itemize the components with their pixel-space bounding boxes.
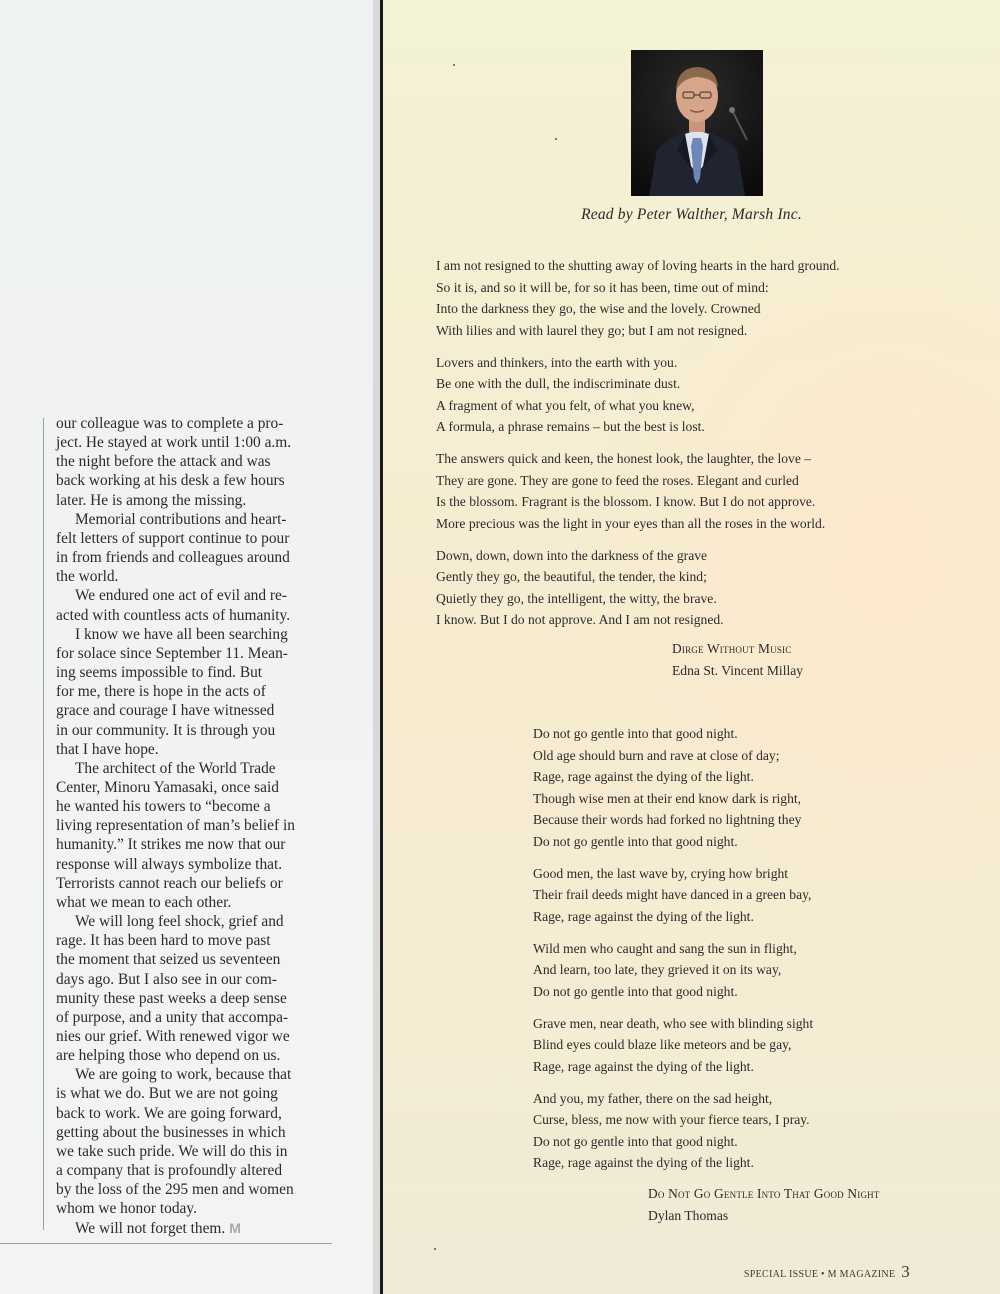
poem-dirge-without-music xyxy=(436,255,976,641)
speaker-photo-image xyxy=(631,50,763,196)
article-line: felt letters of support continue to pour xyxy=(56,529,290,547)
poem-line: Blind eyes could blaze like meteors and be gay, xyxy=(533,1037,792,1052)
poem-title: Dirge Without Music xyxy=(672,641,792,656)
poem-line: A formula, a phrase remains – but the best is lost. xyxy=(436,419,705,434)
page-number: 3 xyxy=(901,1262,910,1281)
article-line: We will not forget them. xyxy=(75,1219,226,1237)
poem-line: Gently they go, the beautiful, the tender, the kind; xyxy=(436,569,707,584)
article-line: back working at his desk a few hours xyxy=(56,472,285,490)
poem-stanza xyxy=(533,1088,933,1174)
article-line: that I have hope. xyxy=(56,740,159,758)
article-line: of purpose, and a unity that accompa- xyxy=(56,1008,289,1026)
poem-line: Do not go gentle into that good night. xyxy=(533,983,738,999)
article-line: are helping those who depend on us. xyxy=(56,1047,281,1065)
column-rule-vertical xyxy=(43,418,44,1230)
poem-line: Rage, rage against the dying of the light. xyxy=(533,1155,754,1170)
poem-author: Dylan Thomas xyxy=(648,1207,729,1223)
poem-line: I am not resigned to the shutting away of loving hearts in the hard ground. xyxy=(436,258,840,273)
footer-label: SPECIAL ISSUE • M MAGAZINE xyxy=(743,1269,896,1280)
poem-line: Do not go gentle into that good night. xyxy=(533,1133,738,1149)
page-gutter xyxy=(373,0,380,1294)
right-page xyxy=(383,0,1000,1294)
speck xyxy=(555,138,557,140)
article-line: in from friends and colleagues around xyxy=(56,549,290,567)
article-line: ject. He stayed at work until 1:00 a.m. xyxy=(56,434,292,452)
poem-stanza xyxy=(533,863,933,928)
article-line: the moment that seized us seventeen xyxy=(56,951,281,969)
article-line: grace and courage I have witnessed xyxy=(56,702,275,720)
article-column xyxy=(56,414,324,1238)
poem-line: Because their words had forked no lightning they xyxy=(533,812,802,827)
article-line: We are going to work, because that xyxy=(75,1066,292,1084)
page-footer xyxy=(744,1262,910,1282)
poem-stanza xyxy=(436,255,976,341)
article-line: for me, there is hope in the acts of xyxy=(56,683,266,701)
poem-line: With lilies and with laurel they go; but I am not resigned. xyxy=(436,322,748,338)
article-line: a company that is profoundly altered xyxy=(56,1162,283,1180)
poem-attribution xyxy=(648,1183,880,1226)
article-line: Terrorists cannot reach our beliefs or xyxy=(56,874,283,892)
article-line: he wanted his towers to “become a xyxy=(56,798,271,816)
poem-line: Curse, bless, me now with your fierce tears, I pray. xyxy=(533,1112,810,1127)
poem-line: Down, down, down into the darkness of the grave xyxy=(436,547,708,563)
article-line: our colleague was to complete a pro- xyxy=(56,415,284,432)
poem-line: Quietly they go, the intelligent, the witty, the brave. xyxy=(436,590,717,606)
speck xyxy=(434,1248,436,1250)
poem-attribution xyxy=(672,638,803,681)
poem-line: They are gone. They are gone to feed the roses. Elegant and curled xyxy=(436,472,799,488)
poem-stanza xyxy=(533,723,933,852)
article-line: whom we honor today. xyxy=(56,1200,197,1218)
poem-stanza xyxy=(533,938,933,1003)
article-line: munity these past weeks a deep sense xyxy=(56,989,287,1007)
article-line: I know we have all been searching xyxy=(75,625,288,643)
article-last-line xyxy=(56,1219,324,1238)
article-line: We will long feel shock, grief and xyxy=(75,913,284,931)
poem-author: Edna St. Vincent Millay xyxy=(672,662,804,678)
article-line: is what we do. But we are not going xyxy=(56,1085,278,1103)
poem-line: Wild men who caught and sang the sun in flight, xyxy=(533,940,797,956)
poem-stanza xyxy=(436,545,976,631)
poem-line: Rage, rage against the dying of the light. xyxy=(533,769,754,784)
article-line: we take such pride. We will do this in xyxy=(56,1142,288,1160)
article-line: in our community. It is through you xyxy=(56,721,276,739)
speaker-photo xyxy=(631,50,763,196)
photo-caption: Read by Peter Walther, Marsh Inc. xyxy=(581,206,802,223)
poem-line: I know. But I do not approve. And I am not resigned. xyxy=(436,612,724,627)
poem-line: Old age should burn and rave at close of day; xyxy=(533,747,780,763)
poem-line: Grave men, near death, who see with blinding sight xyxy=(533,1015,814,1031)
article-line: ing seems impossible to find. But xyxy=(56,664,263,682)
article-line: humanity.” It strikes me now that our xyxy=(56,836,286,854)
poem-line: Their frail deeds might have danced in a green bay, xyxy=(533,887,812,902)
article-line: response will always symbolize that. xyxy=(56,855,283,873)
poem-title: Do Not Go Gentle Into That Good Night xyxy=(648,1186,880,1201)
poem-line: Good men, the last wave by, crying how bright xyxy=(533,865,789,881)
speck xyxy=(453,64,455,66)
column-rule-horizontal xyxy=(0,1243,332,1244)
poem-line: Rage, rage against the dying of the light. xyxy=(533,1058,754,1074)
article-line: the night before the attack and was xyxy=(56,453,271,471)
article-line: We endured one act of evil and re- xyxy=(75,587,287,605)
article-line: by the loss of the 295 men and women xyxy=(56,1181,294,1199)
article-line: The architect of the World Trade xyxy=(75,759,276,777)
article-line: acted with countless acts of humanity. xyxy=(56,606,291,624)
poem-line: Is the blossom. Fragrant is the blossom. I know. But I do not approve. xyxy=(436,494,816,509)
poem-stanza xyxy=(533,1013,933,1078)
left-page xyxy=(0,0,378,1294)
article-line: getting about the businesses in which xyxy=(56,1123,286,1141)
poem-line: Rage, rage against the dying of the light. xyxy=(533,908,754,924)
poem-line: More precious was the light in your eyes than all the roses in the world. xyxy=(436,515,826,531)
article-line: nies our grief. With renewed vigor we xyxy=(56,1028,290,1045)
article-line: later. He is among the missing. xyxy=(56,491,247,509)
end-mark-logo: M xyxy=(229,1219,241,1236)
poem-line: Lovers and thinkers, into the earth with you. xyxy=(436,354,678,370)
article-line: the world. xyxy=(56,568,119,586)
poem-line: Do not go gentle into that good night. xyxy=(533,833,738,849)
article-line: rage. It has been hard to move past xyxy=(56,932,271,950)
article-line: days ago. But I also see in our com- xyxy=(56,970,277,988)
article-line: living representation of man’s belief in xyxy=(56,817,295,835)
poem-line: Be one with the dull, the indiscriminate dust. xyxy=(436,376,681,391)
article-line: for solace since September 11. Mean- xyxy=(56,644,288,662)
poem-stanza xyxy=(436,448,976,534)
poem-line: And learn, too late, they grieved it on its way, xyxy=(533,962,782,977)
article-line: what we mean to each other. xyxy=(56,893,232,911)
poem-do-not-go-gentle xyxy=(533,723,933,1184)
poem-line: And you, my father, there on the sad height, xyxy=(533,1090,773,1106)
article-line: back to work. We are going forward, xyxy=(56,1104,282,1122)
poem-line: The answers quick and keen, the honest look, the laughter, the love – xyxy=(436,451,812,466)
poem-line: Do not go gentle into that good night. xyxy=(533,726,738,741)
poem-line: A fragment of what you felt, of what you knew, xyxy=(436,397,695,413)
article-line: Center, Minoru Yamasaki, once said xyxy=(56,778,279,796)
poem-line: Into the darkness they go, the wise and the lovely. Crowned xyxy=(436,301,761,316)
poem-line: So it is, and so it will be, for so it has been, time out of mind: xyxy=(436,279,769,295)
article-line: Memorial contributions and heart- xyxy=(75,510,287,528)
poem-line: Though wise men at their end know dark is right, xyxy=(533,790,802,806)
poem-stanza xyxy=(436,352,976,438)
